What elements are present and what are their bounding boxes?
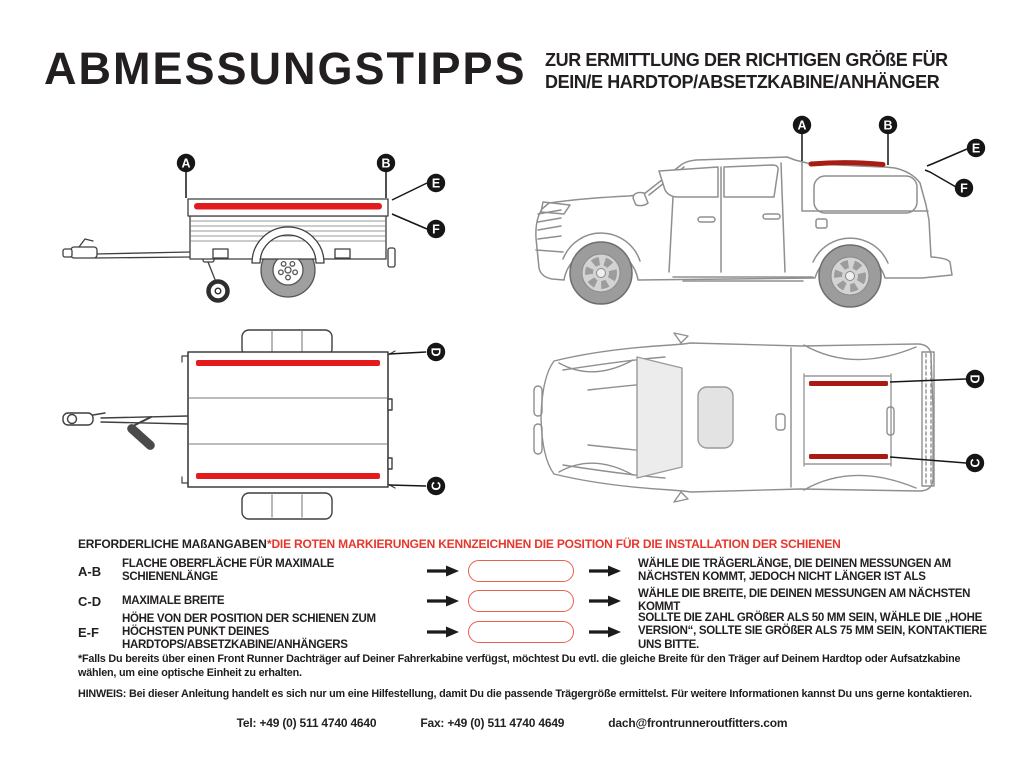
trailer-top-leader-lines (389, 352, 426, 486)
measurements-heading: ERFORDERLICHE MAßANGABEN (78, 537, 267, 551)
marker-f (427, 220, 445, 238)
row-description: FLACHE OBERFLÄCHE FÜR MAXIMALE SCHIENENLÄNGE (122, 558, 335, 583)
svg-text:A: A (797, 118, 807, 133)
arrow-right-icon (426, 625, 460, 639)
trailer-top-view-drawing (55, 327, 465, 522)
svg-text:B: B (381, 156, 391, 171)
truck-top-stripe-d (809, 381, 888, 386)
measurement-row-ef (78, 612, 1006, 652)
svg-text:E: E (431, 176, 441, 191)
footer-tel: Tel: +49 (0) 511 4740 4640 (236, 716, 377, 730)
trailer-top-stripe-d (196, 360, 380, 366)
marker-d (427, 343, 445, 361)
trailer-top-stripe-c (196, 473, 380, 479)
measurement-row-cd (78, 588, 1006, 614)
footer-fax: Fax: +49 (0) 511 4740 4649 (420, 716, 565, 730)
svg-text:E: E (971, 141, 981, 156)
svg-text:C: C (968, 458, 983, 468)
row-key: E-F (78, 624, 99, 640)
measurement-row-ab (78, 554, 1006, 588)
footer-contacts (0, 716, 1024, 730)
truck-front-wheel (570, 242, 632, 304)
svg-text:F: F (960, 181, 968, 196)
arrow-right-icon (426, 564, 460, 578)
marker-e (967, 139, 985, 157)
row-description: HÖHE VON DER POSITION DER SCHIENEN ZUM HÖCHSTEN PUNKT DEINES HARDTOPS/ABSETZKABINE/ANHÄNGERS (122, 612, 376, 651)
measurement-input-ef[interactable] (468, 621, 574, 643)
marker-f (955, 179, 973, 197)
trailer-top-art (63, 330, 395, 519)
svg-text:B: B (883, 118, 893, 133)
truck-side-view-drawing (523, 110, 1003, 325)
arrow-right-icon (588, 594, 622, 608)
trailer-side-view-drawing (55, 145, 465, 325)
trailer-side-rail-stripe (194, 203, 382, 210)
page-title: ABMESSUNGSTIPPS (44, 43, 527, 94)
row-result: SOLLTE DIE ZAHL GRÖßER ALS 50 MM SEIN, WÄHLE DIE „HOHE VERSION“, SOLLTE SIE GRÖßER ALS 75 MM SEIN, KONTAKTIERE UNS BITTE. (638, 611, 987, 651)
marker-b (377, 154, 395, 172)
truck-rear-wheel (819, 245, 881, 307)
arrow-right-icon (588, 564, 622, 578)
truck-top-art (534, 333, 934, 502)
row-description: MAXIMALE BREITE (122, 594, 225, 607)
arrow-right-icon (588, 625, 622, 639)
marker-b (879, 116, 897, 134)
trailer-side-art (63, 199, 395, 301)
footer-email: dach@frontrunneroutfitters.com (608, 716, 788, 730)
marker-c (427, 477, 445, 495)
svg-text:D: D (428, 347, 443, 357)
subtitle-line-1: ZUR ERMITTLUNG DER RICHTIGEN GRÖßE FÜR (545, 50, 948, 70)
svg-text:C: C (429, 481, 444, 491)
asterisk-footnote: *Falls Du bereits über einen Front Runner Dachträger auf Deiner Fahrerkabine verfügst, möchtest Du evtl. die gleiche Breite für den Träger auf Deinem Hardtop oder Aufsatzkabine wählen, um eine optische Einheit zu erhalten. (78, 653, 961, 679)
red-markings-note: *DIE ROTEN MARKIERUNGEN KENNZEICHNEN DIE POSITION FÜR DIE INSTALLATION DER SCHIENEN (267, 537, 841, 551)
truck-roof-rail-stripe (811, 163, 883, 165)
row-key: C-D (78, 593, 102, 609)
marker-d (966, 370, 984, 388)
truck-top-stripe-c (809, 454, 888, 459)
marker-a (177, 154, 195, 172)
page-subtitle (545, 49, 948, 93)
truck-top-view-drawing (533, 330, 1003, 530)
marker-c (966, 454, 984, 472)
row-key: A-B (78, 563, 102, 579)
marker-a (793, 116, 811, 134)
subtitle-line-2: DEIN/E HARDTOP/ABSETZKABINE/ANHÄNGER (545, 72, 940, 92)
svg-text:F: F (432, 222, 440, 237)
measurement-input-cd[interactable] (468, 590, 574, 612)
row-result: WÄHLE DIE BREITE, DIE DEINEN MESSUNGEN AM NÄCHSTEN KOMMT (638, 587, 971, 613)
hint-note: HINWEIS: Bei dieser Anleitung handelt es sich nur um eine Hilfestellung, damit Du die passende Trägergröße ermittelst. Für weitere Informationen kannst Du uns gerne kontaktieren. (78, 688, 972, 700)
arrow-right-icon (426, 594, 460, 608)
row-result: WÄHLE DIE TRÄGERLÄNGE, DIE DEINEN MESSUNGEN AM NÄCHSTEN KOMMT, JEDOCH NICHT LÄNGER IST ALS (638, 557, 951, 583)
marker-e (427, 174, 445, 192)
measurement-input-ab[interactable] (468, 560, 574, 582)
svg-text:A: A (181, 156, 191, 171)
svg-text:D: D (967, 374, 982, 384)
